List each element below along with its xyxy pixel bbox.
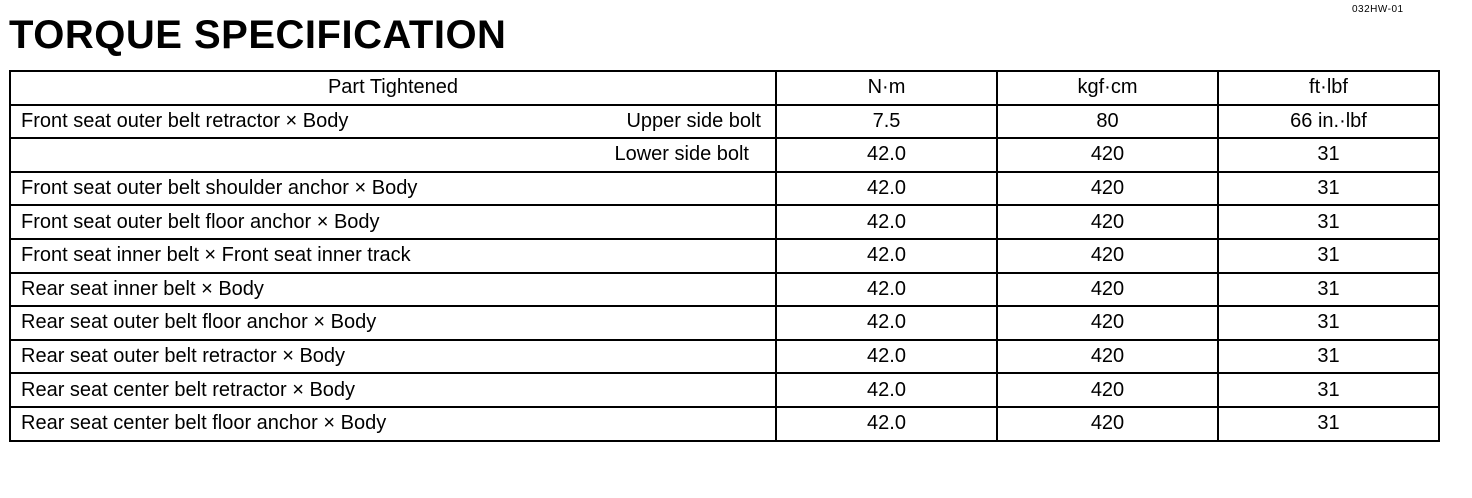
- value-ftlbf: 31: [1218, 273, 1439, 307]
- table-row: [10, 340, 1439, 374]
- header-nm: N·m: [776, 71, 997, 105]
- value-nm: 42.0: [776, 239, 997, 273]
- value-nm: 42.0: [776, 373, 997, 407]
- table-row: [10, 138, 1439, 172]
- value-ftlbf: 31: [1218, 205, 1439, 239]
- value-ftlbf: 31: [1218, 340, 1439, 374]
- table-row: [10, 172, 1439, 206]
- document-code: 032HW-01: [1352, 4, 1404, 15]
- value-ftlbf: 31: [1218, 172, 1439, 206]
- value-nm: 42.0: [776, 172, 997, 206]
- part-name: Front seat outer belt floor anchor × Body: [10, 205, 776, 239]
- table-row: [10, 239, 1439, 273]
- part-name: Rear seat center belt retractor × Body: [10, 373, 776, 407]
- part-sub-location: Lower side bolt: [614, 143, 749, 166]
- part-cell: [10, 105, 776, 139]
- value-nm: 42.0: [776, 205, 997, 239]
- value-kgfcm: 420: [997, 340, 1218, 374]
- value-kgfcm: 420: [997, 138, 1218, 172]
- value-kgfcm: 80: [997, 105, 1218, 139]
- value-nm: 42.0: [776, 273, 997, 307]
- value-nm: 42.0: [776, 407, 997, 441]
- header-ftlbf: ft·lbf: [1218, 71, 1439, 105]
- value-ftlbf: 66 in.·lbf: [1218, 105, 1439, 139]
- table-row: [10, 105, 1439, 139]
- value-ftlbf: 31: [1218, 138, 1439, 172]
- value-kgfcm: 420: [997, 306, 1218, 340]
- value-kgfcm: 420: [997, 239, 1218, 273]
- part-sub-location: Upper side bolt: [626, 109, 761, 132]
- value-ftlbf: 31: [1218, 239, 1439, 273]
- part-name: Front seat outer belt shoulder anchor × Body: [10, 172, 776, 206]
- part-cell: [10, 138, 776, 172]
- part-name: Front seat outer belt retractor × Body: [21, 109, 349, 132]
- value-nm: 42.0: [776, 340, 997, 374]
- table-row: [10, 306, 1439, 340]
- value-kgfcm: 420: [997, 273, 1218, 307]
- part-name: Rear seat center belt floor anchor × Body: [10, 407, 776, 441]
- value-kgfcm: 420: [997, 373, 1218, 407]
- table-header-row: [10, 71, 1439, 105]
- value-kgfcm: 420: [997, 172, 1218, 206]
- table-row: [10, 205, 1439, 239]
- value-nm: 42.0: [776, 306, 997, 340]
- part-name: Rear seat inner belt × Body: [10, 273, 776, 307]
- table-row: [10, 273, 1439, 307]
- header-part-tightened: Part Tightened: [10, 71, 776, 105]
- value-ftlbf: 31: [1218, 306, 1439, 340]
- part-name: Rear seat outer belt floor anchor × Body: [10, 306, 776, 340]
- part-name: Front seat inner belt × Front seat inner track: [10, 239, 776, 273]
- value-kgfcm: 420: [997, 205, 1218, 239]
- value-ftlbf: 31: [1218, 373, 1439, 407]
- header-kgfcm: kgf·cm: [997, 71, 1218, 105]
- table-row: [10, 373, 1439, 407]
- value-nm: 7.5: [776, 105, 997, 139]
- torque-table: [9, 70, 1440, 442]
- value-nm: 42.0: [776, 138, 997, 172]
- part-name: Rear seat outer belt retractor × Body: [10, 340, 776, 374]
- value-ftlbf: 31: [1218, 407, 1439, 441]
- value-kgfcm: 420: [997, 407, 1218, 441]
- page-title: TORQUE SPECIFICATION: [9, 13, 507, 57]
- table-row: [10, 407, 1439, 441]
